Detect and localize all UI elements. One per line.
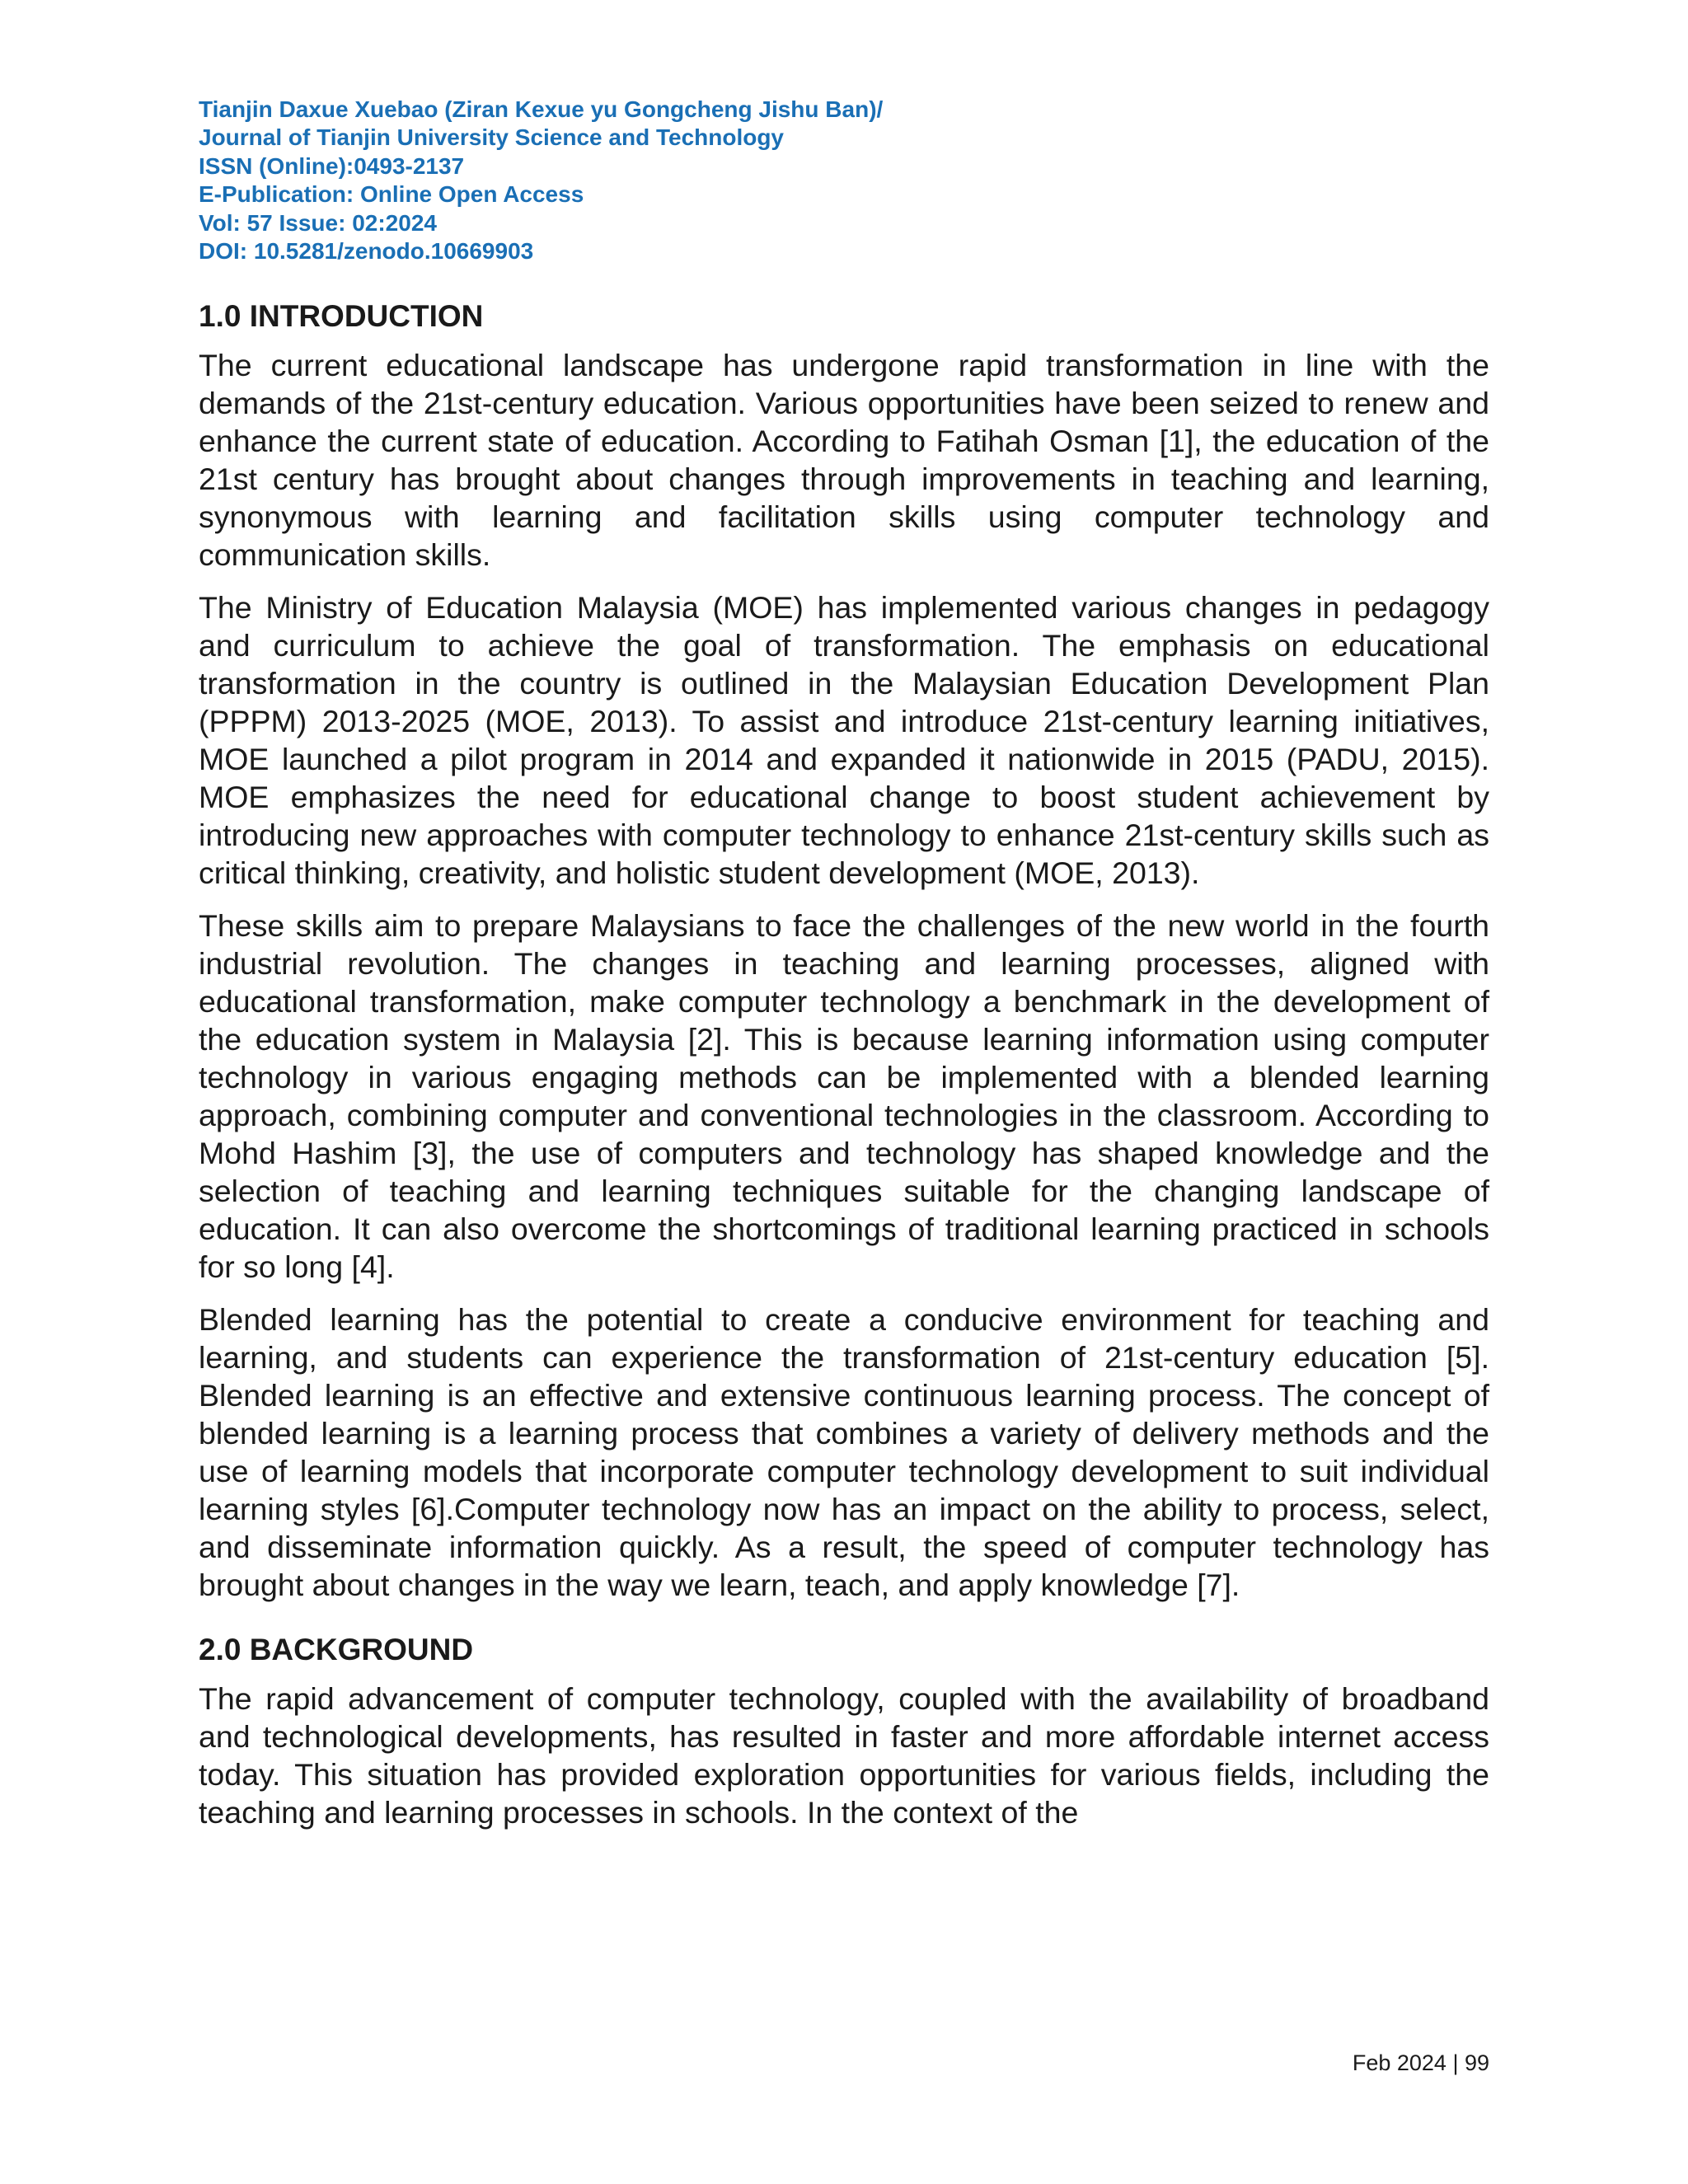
journal-title-line-2: Journal of Tianjin University Science and Technology	[199, 124, 785, 151]
volume-issue-line: Vol: 57 Issue: 02:2024	[199, 209, 437, 236]
journal-title-line-1: Tianjin Daxue Xuebao (Ziran Kexue yu Gongcheng Jishu Ban)/	[199, 96, 884, 122]
introduction-paragraph-1: The current educational landscape has undergone rapid transformation in line with the demands of the 21st-century education. Various opportunities have been seized to renew and enhance the current state of education. According to Fatihah Osman [1], the education of the 21st century has brought about changes through improvements in teaching and learning, synonymous with learning and facilitation skills using computer technology and communication skills.	[199, 348, 1489, 573]
introduction-paragraph-2: The Ministry of Education Malaysia (MOE) has implemented various changes in pedagogy and curriculum to achieve the goal of transformation. The emphasis on educational transformation in the country is outlined in the Malaysian Education Development Plan (PPPM) 2013-2025 (MOE, 2013). To assist and introduce 21st-century learning initiatives, MOE launched a pilot program in 2014 and expanded it nationwide in 2015 (PADU, 2015). MOE emphasizes the need for educational change to boost student achievement by introducing new approaches with computer technology to enhance 21st-century skills such as critical thinking, creativity, and holistic student development (MOE, 2013).	[199, 590, 1489, 891]
introduction-paragraph-3: These skills aim to prepare Malaysians to face the challenges of the new world in the fourth industrial revolution. The changes in teaching and learning processes, aligned with educational transformation, make computer technology a benchmark in the development of the education system in Malaysia [2]. This is because learning information using computer technology in various engaging methods can be implemented with a blended learning approach, combining computer and conventional technologies in the classroom. According to Mohd Hashim [3], the use of computers and technology has shaped knowledge and the selection of teaching and learning techniques suitable for the changing landscape of education. It can also overcome the shortcomings of traditional learning practiced in schools for so long [4].	[199, 908, 1489, 1285]
publication-line: E-Publication: Online Open Access	[199, 181, 584, 208]
background-paragraph-1: The rapid advancement of computer technology, coupled with the availability of broadband and technological developments, has resulted in faster and more affordable internet access today. This situation has provided exploration opportunities for various fields, including the teaching and learning processes in schools. In the context of the	[199, 1681, 1489, 1830]
issn-line: ISSN (Online):0493-2137	[199, 152, 465, 179]
section-heading-introduction: 1.0 INTRODUCTION	[199, 299, 484, 334]
page-footer: Feb 2024 | 99	[1352, 2050, 1489, 2075]
journal-header	[199, 96, 1489, 265]
introduction-paragraph-4: Blended learning has the potential to create a conducive environment for teaching and learning, and students can experience the transformation of 21st-century education [5]. Blended learning is an effective and extensive continuous learning process. The concept of blended learning is a learning process that combines a variety of delivery methods and the use of learning models that incorporate computer technology development to suit individual learning styles [6].Computer technology now has an impact on the ability to process, select, and disseminate information quickly. As a result, the speed of computer technology has brought about changes in the way we learn, teach, and apply knowledge [7].	[199, 1302, 1489, 1603]
doi-line: DOI: 10.5281/zenodo.10669903	[199, 238, 534, 265]
page-content	[199, 96, 1489, 1831]
section-heading-background: 2.0 BACKGROUND	[199, 1633, 474, 1667]
